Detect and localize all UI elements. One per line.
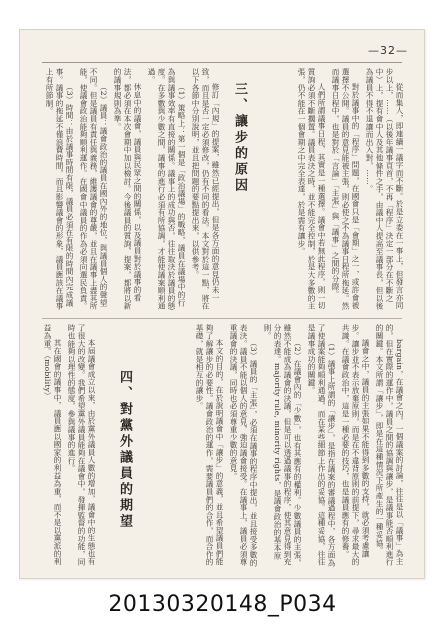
paragraph: bargain，在議會之內，一個議案的討論，往往是以「議事」為主的，但在實際的運作中，議員之間的協調與讓步，是議事能否順利進行的關鍵。本文所謂「讓步」，即是在這種情況下所產生的一種妥協。	[375, 324, 404, 566]
paragraph: 從而集人，即連續一議字而不斷。於是立委在一事上，但發言亦同步以上，……（以後年議事頁首，不再「程序」決定一部分在不斷之中）上，提有會中人及其他條件之手，由議中人提高至議事長，但以後為議員不得不退讓而出入對，……。	[365, 68, 404, 310]
lower-left-text-block	[42, 324, 96, 568]
upper-right-text-block	[260, 68, 404, 312]
paragraph: （3）時間：由於議事時間有限，議員必須在有限的時間內完成議事。議事的拖延不僅浪費時間，而且影響議會的形象，議員應該在議事上有所節制。	[45, 68, 74, 310]
document-page	[19, 29, 425, 579]
paragraph: 議會之中，議員的主張如果不能得到多數的支持，就必須考慮讓步。讓步並不表示放棄原則，而是在不違背原則的前提下，尋求最大的共識。在議會政治中，這是一種必要的技巧，也是議員應有的修養。	[341, 324, 370, 566]
archive-id-caption: 20130320148_P034	[108, 592, 337, 617]
paragraph: 對於議事中的「程序」問題，在國會只是「會期」之一，或許會被選擇不公開。議員的意見能被主張，則必使之不為議事日程所拖延。然而議事日程中，也是對於「言論」「主張」與「議事」之間的分際。	[331, 68, 360, 310]
section-heading-3: 三、讓步的原因	[232, 82, 247, 194]
paragraph: （2）在議會內的「少數」，也有其應有的權利。少數議員的主張，雖然不能成為議會的決議，但是可以透過議事的程序，使其意見得到充分的表達。majority rule, minority rights，是議會政治的基本原則。	[263, 324, 302, 567]
paragraph: （2）議員：議會政治的議員在國內外的地位，與議員個人的聲望不同。但是議員有責任與義務，維護議會的尊嚴，並且在議事上盡其所能，使議會政治能夠順利運作。在國會中議員的作為必須向選民負責。	[79, 68, 108, 310]
paragraph: 本文的目的，在於說明議會中「讓步」的意義，並且希望議員們能夠了解讓步的必要性。議會政治的運作，需要議員們的合作，而合作的基礎，就是相互的讓步。	[195, 324, 224, 566]
paragraph: 其在國會的議事中，議員應以國家的利益為重，而不是以黨派的利益為重。（mobility）	[43, 324, 62, 566]
paragraph: 本屆議會成立以來，由於黨外議員人數的增加，議會中的生態也有了很大的改變。我們希望黨外議員能夠在議會中，發揮監督的功能，同時也能夠以理性的態度，參與議事的進行。	[67, 324, 96, 566]
page-number: —32—	[368, 44, 408, 57]
paragraph: 人們所謂議事日程，其實是一種選擇。議會中若無此程序，則一切質詢必須不斷擱置。議員表決之時，並不能完全控制，於是大多數的主張，仍不能在一個會期之中完全表達，於是需有讓步。	[297, 68, 326, 310]
header-rule	[42, 62, 402, 63]
paragraph: （3）議員的「主張」，必須在議事的程序中提出，並且接受多數的表決。議員不能以個人的意見，強迫議會接受。在議事上，議員必須尊重議會的決議，同時也必須尊重少數的意見。	[229, 324, 258, 567]
paragraph: （1）議事上所謂的「讓步」，是指在議案的審議過程中，各方面為了使議案能夠順利通過，而在某些細節上作出的妥協。這種妥協，往往是議事成功的關鍵。	[307, 324, 336, 567]
paragraph: 修訂「內規」的提案，雖然已經提出，但是各方面的意見仍未一致，而且是否一定必須修改，仍有不同的看法。本文對於這一點，將在以下各節中分別說明，並且把問題的要點提出來，以供參考。	[191, 68, 220, 310]
section-heading-4: 四、對黨外議員的期望	[117, 370, 132, 530]
paragraph: 休息中的議會，議員與民眾之間的關係，以及議員對於議事的看法，都必須在本次會期中加以檢討。今後議員的質詢、提案，都將以新的議事規則為準。	[113, 68, 142, 310]
section-divider	[42, 318, 402, 319]
lower-right-text-block	[170, 324, 404, 568]
upper-left-text-block	[42, 68, 220, 312]
paragraph: （1）策略上：第一個是「政治議場」的戰略，議員在議場中的行為與議事效率有直接的關係。議事上的成功與否，往往取決於議員的態度。在多數與少數之間，議事的進行必須有所協調，才能使議案順利通過。	[147, 68, 186, 310]
